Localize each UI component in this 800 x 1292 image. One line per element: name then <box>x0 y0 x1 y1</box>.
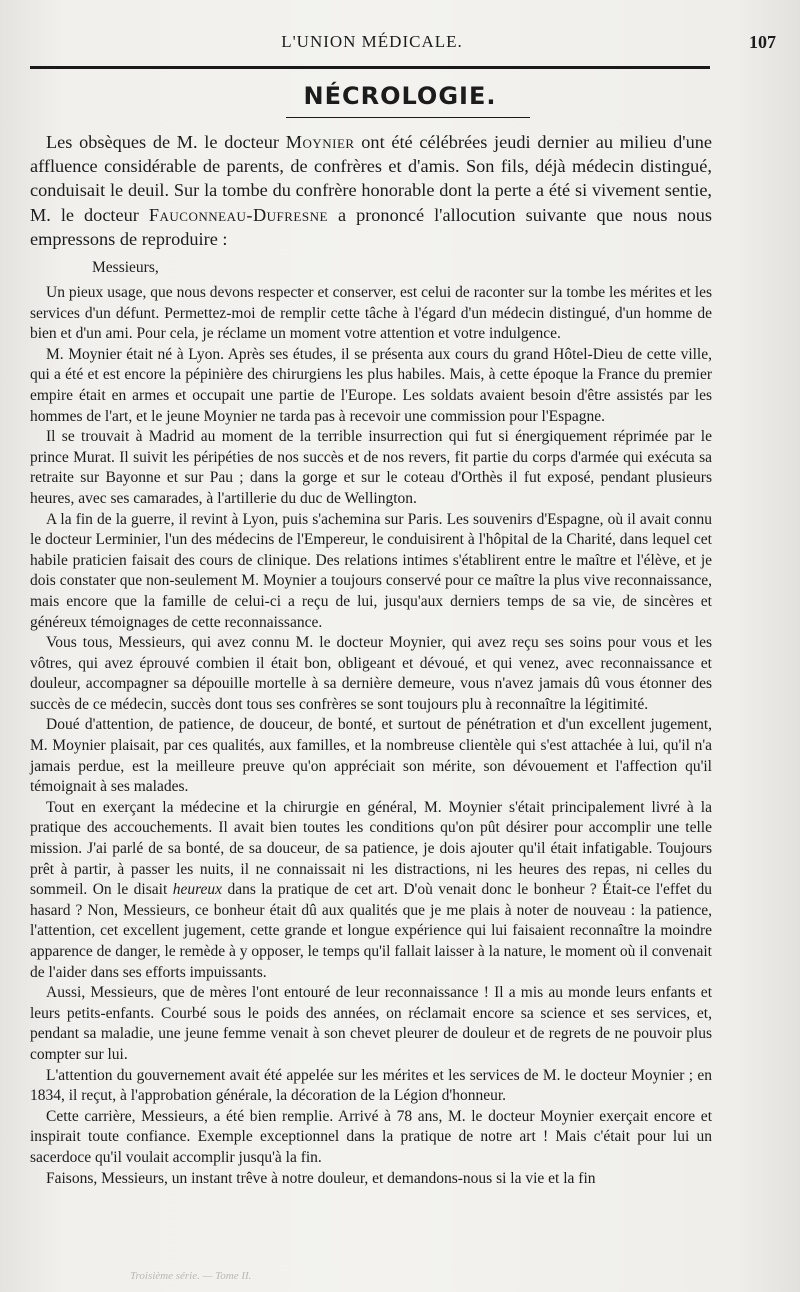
speech-paragraph-1: Un pieux usage, que nous devons respecter et conserver, est celui de raconter sur la tombe les mérites et les services d'un défunt. Permettez-moi de remplir cette tâche à l'égard d'un médecin distingué, d'un homme de bien et d'un ami. Pour cela, je réclame un moment votre attention et votre indulgence. <box>30 284 712 343</box>
running-title: L'UNION MÉDICALE. <box>281 32 463 51</box>
intro-paragraph <box>30 130 712 251</box>
speech-paragraph-8: Aussi, Messieurs, que de mères l'ont entouré de leur reconnaissance ! Il a mis au monde leurs enfants et leurs petits-enfants. Courbé sous le poids des années, on réclamait encore sa science et ses services, et, pendant sa maladie, une jeune femme venait à son chevet pleurer de douleur et de regrets de ne pouvoir plus compter sur lui. <box>30 984 712 1063</box>
speech-paragraph-3: Il se trouvait à Madrid au moment de la terrible insurrection qui fut si énergiquement réprimée par le prince Murat. Il suivit les péripéties de nos succès et de nos revers, fit partie du corps d'armée qui exécuta sa retraite sur Bayonne et sur Pau ; dans la gorge et sur le coteau d'Orthès il fut exposé, pendant plusieurs heures, avec ses camarades, à l'artillerie du duc de Wellington. <box>30 428 712 507</box>
header-rule <box>30 66 710 69</box>
intro-text-3: a prononcé l'allocution suivante que nous nous empressons de reproduire : <box>30 204 712 249</box>
speech-paragraph-5: Vous tous, Messieurs, qui avez connu M. le docteur Moynier, qui avez reçu ses soins pour vous et les vôtres, qui avez éprouvé combien il était bon, obligeant et dévoué, et qui venez, avec reconnaissance et douleur, accompagner sa dépouille mortelle à sa dernière demeure, vous n'avez jamais dû vous étonner des succès de ce médecin, succès dont tous ses confrères se sont toujours plu à reconnaître la légitimité. <box>30 634 712 713</box>
speech-paragraph-6: Doué d'attention, de patience, de douceur, de bonté, et surtout de pénétration et d'un excellent jugement, M. Moynier plaisait, par ces qualités, aux familles, et la nombreuse clientèle qui s'est attachée à lui, qu'il n'a jamais perdue, est la meilleure preuve qu'on appréciait son mérite, son dévouement et l'affection qu'il témoignait à ses malades. <box>30 716 712 796</box>
intro-name-moynier: Moynier <box>285 132 355 152</box>
speech-paragraph-11: Faisons, Messieurs, un instant trêve à notre douleur, et demandons-nous si la vie et la fin <box>46 1169 596 1187</box>
intro-text-1: Les obsèques de M. le docteur <box>46 132 286 152</box>
speech-paragraph-7 <box>30 798 712 983</box>
intro-name-fauconneau: Fauconneau-Dufresne <box>148 204 328 225</box>
title-underline <box>286 117 530 118</box>
running-head <box>30 32 776 56</box>
section-title: NÉCROLOGIE. <box>303 82 497 110</box>
speech-salutation: Messieurs, <box>92 259 159 277</box>
speech-paragraph-2: M. Moynier était né à Lyon. Après ses études, il se présenta aux cours du grand Hôtel-Dieu de cette ville, qui a été et est encore la pépinière des chirurgiens les plus habiles. Mais, à cette époque la France du premier empire était en armes et occupait une partie de l'Europe. Les soldats avaient besoin d'être assistés par les hommes de l'art, et le jeune Moynier ne tarda pas à recevoir une commission pour l'Espagne. <box>30 345 712 425</box>
footer-series-note: Troisième série. — Tome II. <box>130 1270 252 1282</box>
intro-text-2: ont été célébrées jeudi dernier au milieu d'une affluence considérable de parents, de confrères et d'amis. Son fils, déjà médecin distingué, conduisait le deuil. Sur la tombe du confrère honorable dont la perte a été si vivement sentie, M. le docteur <box>30 132 712 225</box>
page-number: 107 <box>749 32 776 52</box>
speech-paragraph-7-b: dans la pratique de cet art. D'où venait donc le bonheur ? Était-ce l'effet du hasard ? Non, Messieurs, ce bonheur était dû aux qualités que je me plais à noter de nouveau : la patience, l'attention, cet excellent jugement, cette grande et longue expérience qui lui faisaient reconnaître la moindre apparence de danger, le remède à y opposer, le temps qu'il fallait laisser à la nature, le moment où il convenait de l'aider dans ses efforts impuissants. <box>30 881 712 981</box>
article-body <box>30 130 712 1189</box>
speech-paragraph-9: L'attention du gouvernement avait été appelée sur les mérites et les services de M. le docteur Moynier ; en 1834, il reçut, à l'approbation générale, la décoration de la Légion d'honneur. <box>30 1066 712 1105</box>
speech-paragraph-4: A la fin de la guerre, il revint à Lyon, puis s'achemina sur Paris. Les souvenirs d'Espagne, où il avait connu le docteur Lerminier, l'un des médecins de l'Empereur, le conduisirent à l'hôpital de la Charité, dans lequel cet habile praticien faisait des cours de clinique. Des relations intimes s'établirent entre le maître et l'élève, et je dois constater que non-seulement M. Moynier a toujours conservé pour ce maître la plus vive reconnaissance, mais encore que la famille de celui-ci a reçu de lui, jusqu'aux derniers temps de sa vie, de sincères et généreux témoignages de cette reconnaissance. <box>30 510 712 631</box>
speech-paragraph-7-italic: heureux <box>172 881 223 899</box>
speech-paragraph-7-a: Tout en exerçant la médecine et la chirurgie en général, M. Moynier s'était principalement livré à la pratique des accouchements. Il avait bien toutes les conditions qu'on pût désirer pour accomplir une telle mission. J'ai parlé de sa bonté, de sa douceur, de sa patience, je dois ajouter qu'il était infatigable. Toujours prêt à partir, à passer les nuits, il ne connaissait ni les distractions, ni les heures des repas, ni celles du sommeil. On le disait <box>30 798 712 899</box>
speech-paragraph-10: Cette carrière, Messieurs, a été bien remplie. Arrivé à 78 ans, M. le docteur Moynier exerçait encore et inspirait toute confiance. Exemple exceptionnel dans la pratique de notre art ! Mais c'était pour lui un sacerdoce qu'il voulait accomplir jusqu'à la fin. <box>30 1107 712 1166</box>
